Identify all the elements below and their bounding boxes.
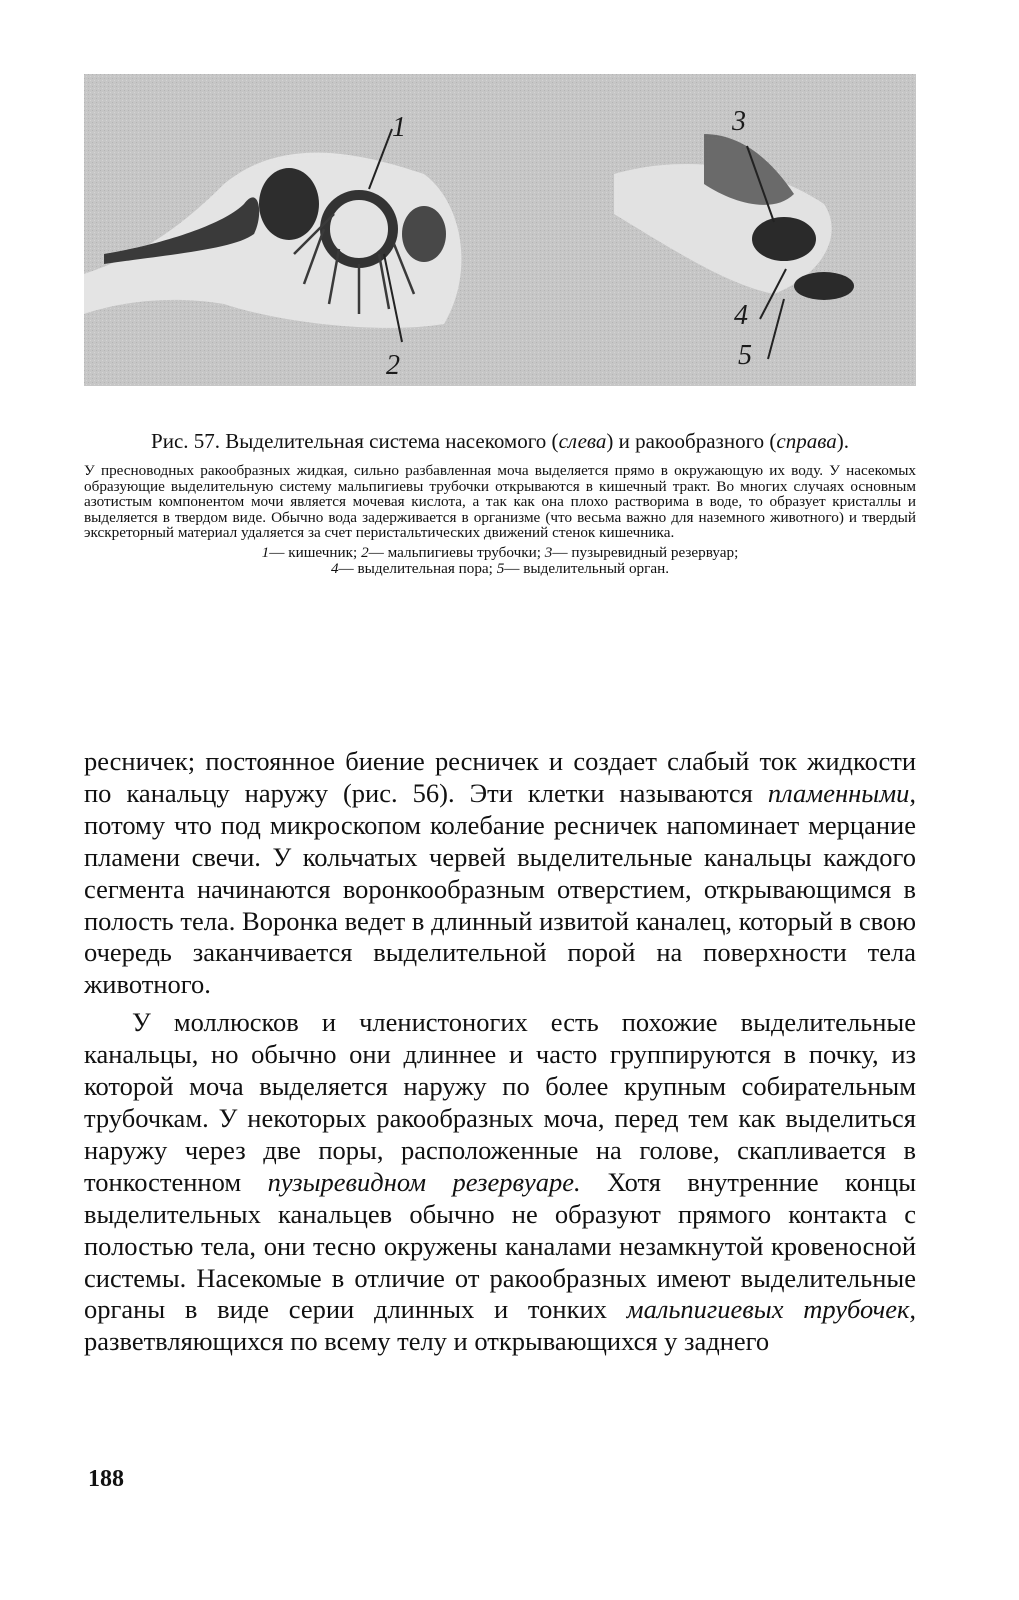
- main-text: [84, 746, 916, 1358]
- figure-label-4: 4: [734, 300, 748, 331]
- caption-legend: 1— кишечник; 2— мальпигиевы трубочки; 3— пузыревидный резервуар; 4— выделительная пора; 5— выделительный орган.: [261, 543, 739, 577]
- term-bladder-reservoir: пузыревидном резервуаре.: [267, 1166, 581, 1197]
- figure-label-3: 3: [732, 106, 746, 137]
- figure-label-1: 1: [392, 112, 406, 143]
- figure-illustration: [84, 74, 916, 386]
- figure-label-5: 5: [738, 340, 752, 371]
- caption-number: Рис. 57.: [151, 429, 221, 453]
- caption-title: Рис. 57. Выделительная система насекомого (слева) и ракообразного (справа).: [151, 429, 849, 453]
- figure-label-2: 2: [386, 350, 400, 381]
- page-number: 188: [88, 1466, 124, 1492]
- paragraph-1: ресничек; постоянное биение ресничек и создает слабый ток жидкости по канальцу наружу (рис. 56). Эти клетки называются пламенными, потому что под микроскопом колебание ресничек напоминает мерцание пламени свечи. У кольчатых червей выделительные канальцы каждого сегмента начинаются воронкообразным отверстием, открывающимся в полость тела. Воронка ведет в длинный извитой каналец, который в свою очередь заканчивается выделительной порой на поверхности тела животного.: [84, 746, 916, 1000]
- figure-caption: [84, 428, 916, 577]
- paragraph-2: У моллюсков и членистоногих есть похожие выделительные канальцы, но обычно они длиннее и часто группируются в почку, из которой моча выделяется наружу по более крупным собирательным трубочкам. У некоторых ракообразных моча, перед тем как выделиться наружу через две поры, расположенные на голове, скапливается в тонкостенном пузыревидном резервуаре. Хотя внутренние концы выделительных канальцев обычно не образуют прямого контакта с полостью тела, они тесно окружены каналами незамкнутой кровеносной системы. Насекомые в отличие от ракообразных имеют выделительные органы в виде серии длинных и тонких мальпигиевых трубочек, разветвляющихся по всему телу и открывающихся у заднего: [84, 1007, 917, 1357]
- figure-57-photo: [84, 74, 916, 386]
- term-flame-cells: пламенными,: [767, 777, 916, 808]
- caption-body: У пресноводных ракообразных жидкая, сильно разбавленная моча выделяется прямо в окружающую их воду. У насекомых образующие выделительную систему мальпигиевы трубочки открываются в кишечный тракт. Во многих случаях основным азотистым компонентом мочи является мочевая кислота, а так как она плохо растворима в воде, то образует кристаллы и выделяется в твердом виде. Обычно вода задерживается в организме (что весьма важно для наземного животного) и твердый экскреторный материал удаляется за счет перистальтических движений стенок кишечника.: [84, 462, 916, 542]
- term-malpighian-tubules: мальпигиевых трубочек,: [626, 1294, 916, 1325]
